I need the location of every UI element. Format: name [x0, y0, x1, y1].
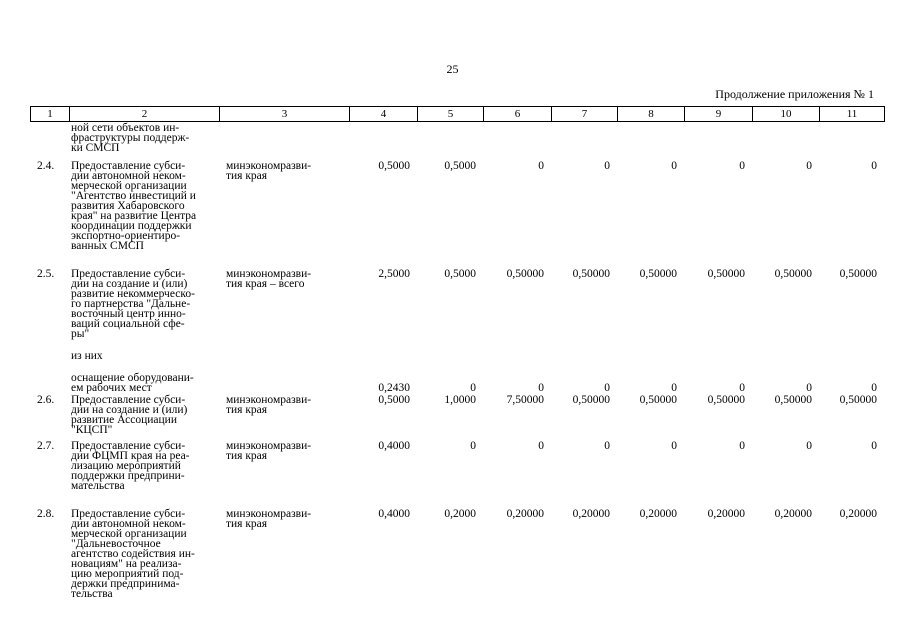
- value-col-6: [483, 123, 551, 157]
- value-col-9: 0: [739, 382, 745, 394]
- row-number: 2.6.: [37, 394, 55, 406]
- value-col-11: 0,20000: [839, 508, 877, 520]
- row-number: [30, 123, 69, 157]
- value-col-4: 0,4000: [378, 440, 410, 452]
- value-col-8: 0,20000: [639, 508, 677, 520]
- measure-name: Предоставление субси- дии автономной неком- мерческой организации "Агентство инвестиций и развития Хабаровского края" на развитие Центра координации поддержки экспортно-ориентиро- ванных СМСП: [71, 160, 197, 252]
- value-col-4: 0,2430: [378, 382, 410, 394]
- value-col-4: 0,5000: [378, 160, 410, 172]
- value-col-8: 0,50000: [639, 394, 677, 406]
- table-row: [30, 439, 884, 501]
- column-header-5: 5: [418, 107, 484, 122]
- value-col-11: 0,50000: [839, 268, 877, 280]
- column-header-7: 7: [552, 107, 618, 122]
- column-header-11: 11: [820, 107, 885, 122]
- measure-name: ной сети объектов ин- фраструктуры поддерж- ки СМСП: [71, 122, 190, 154]
- measure-name: Предоставление субси- дии на создание и (или) развитие Ассоциации "КЦСП": [71, 394, 188, 436]
- value-col-8: [617, 347, 684, 371]
- measure-name: Предоставление субси- дии на создание и (или) развитие некоммерческо- го партнерства "Дальне- восточный центр инно- ваций социальной сфе- ры": [71, 268, 195, 340]
- executor: минэкономразви- тия края: [226, 394, 312, 416]
- value-col-9: 0: [739, 440, 745, 452]
- row-number: 2.5.: [37, 268, 55, 280]
- column-header-3: 3: [220, 107, 350, 122]
- table-row: [30, 371, 884, 393]
- value-col-4: 2,5000: [378, 268, 410, 280]
- value-col-9: 0,50000: [707, 394, 745, 406]
- value-col-10: 0: [806, 160, 812, 172]
- value-col-10: 0: [806, 382, 812, 394]
- value-col-7: 0: [604, 440, 610, 452]
- value-col-7: 0,20000: [572, 508, 610, 520]
- row-number: [30, 347, 69, 371]
- value-col-9: [684, 123, 752, 157]
- measure-name: Предоставление субси- дии ФЦМП края на реа- лизацию мероприятий поддержки предприни- мательства: [71, 440, 190, 492]
- value-col-7: 0: [604, 382, 610, 394]
- executor: [219, 371, 349, 393]
- value-col-9: 0,50000: [707, 268, 745, 280]
- value-col-4: 0,4000: [378, 508, 410, 520]
- row-number: 2.7.: [37, 440, 55, 452]
- value-col-6: 0: [538, 160, 544, 172]
- table-row: [30, 393, 884, 439]
- value-col-7: 0,50000: [572, 394, 610, 406]
- executor: минэкономразви- тия края: [226, 508, 312, 530]
- value-col-7: 0: [604, 160, 610, 172]
- measure-name: Предоставление субси- дии автономной неком- мерческой организации "Дальневосточное агентство содействия ин- новациям" на реализа- цию мероприятий под- держки предпринима- тельства: [71, 508, 195, 600]
- value-col-9: 0,20000: [707, 508, 745, 520]
- value-col-5: [417, 123, 483, 157]
- value-col-5: 0: [470, 382, 476, 394]
- table-row: [30, 265, 884, 347]
- value-col-9: [684, 347, 752, 371]
- measure-name: оснащение оборудовани- ем рабочих мест: [71, 372, 194, 394]
- value-col-6: 7,50000: [506, 394, 544, 406]
- value-col-5: 0,5000: [444, 268, 476, 280]
- value-col-10: [752, 123, 819, 157]
- value-col-10: [752, 347, 819, 371]
- executor: минэкономразви- тия края: [226, 160, 312, 182]
- page-number: 25: [446, 62, 459, 76]
- value-col-7: 0,50000: [572, 268, 610, 280]
- value-col-11: [819, 347, 884, 371]
- value-col-6: 0,20000: [506, 508, 544, 520]
- column-header-9: 9: [685, 107, 753, 122]
- column-header-row: [31, 107, 885, 122]
- continuation-label: Продолжение приложения № 1: [715, 87, 874, 101]
- table-row: [30, 123, 884, 157]
- value-col-5: 1,0000: [444, 394, 476, 406]
- value-col-11: 0,50000: [839, 394, 877, 406]
- column-header-1: 1: [31, 107, 70, 122]
- value-col-8: [617, 123, 684, 157]
- column-header-8: 8: [618, 107, 685, 122]
- value-col-5: 0,2000: [444, 508, 476, 520]
- executor: [219, 347, 349, 371]
- value-col-6: 0,50000: [506, 268, 544, 280]
- table-body: [30, 123, 884, 611]
- value-col-5: [417, 347, 483, 371]
- value-col-9: 0: [739, 160, 745, 172]
- value-col-6: [483, 347, 551, 371]
- value-col-11: 0: [871, 382, 877, 394]
- executor: минэкономразви- тия края – всего: [226, 268, 312, 290]
- value-col-7: [551, 347, 617, 371]
- value-col-10: 0,50000: [774, 394, 812, 406]
- value-col-11: 0: [871, 440, 877, 452]
- column-header-2: 2: [70, 107, 220, 122]
- measure-name: из них: [71, 350, 103, 362]
- value-col-11: 0: [871, 160, 877, 172]
- data-table: [30, 123, 884, 611]
- value-col-8: 0: [671, 160, 677, 172]
- value-col-10: 0,20000: [774, 508, 812, 520]
- column-header-10: 10: [753, 107, 820, 122]
- column-header-6: 6: [484, 107, 552, 122]
- value-col-7: [551, 123, 617, 157]
- value-col-6: 0: [538, 382, 544, 394]
- value-col-4: 0,5000: [378, 394, 410, 406]
- value-col-10: 0: [806, 440, 812, 452]
- value-col-8: 0,50000: [639, 268, 677, 280]
- value-col-4: [349, 123, 417, 157]
- value-col-4: [349, 347, 417, 371]
- column-header-table: [30, 106, 885, 122]
- value-col-11: [819, 123, 884, 157]
- table-row: [30, 501, 884, 611]
- value-col-8: 0: [671, 382, 677, 394]
- value-col-5: 0,5000: [444, 160, 476, 172]
- table-row: [30, 157, 884, 265]
- value-col-10: 0,50000: [774, 268, 812, 280]
- row-number: 2.8.: [37, 508, 55, 520]
- executor: минэкономразви- тия края: [226, 440, 312, 462]
- row-number: 2.4.: [37, 160, 55, 172]
- value-col-8: 0: [671, 440, 677, 452]
- executor: [219, 123, 349, 157]
- row-number: [30, 371, 69, 393]
- table-row: [30, 347, 884, 371]
- value-col-6: 0: [538, 440, 544, 452]
- column-header-4: 4: [350, 107, 418, 122]
- value-col-5: 0: [470, 440, 476, 452]
